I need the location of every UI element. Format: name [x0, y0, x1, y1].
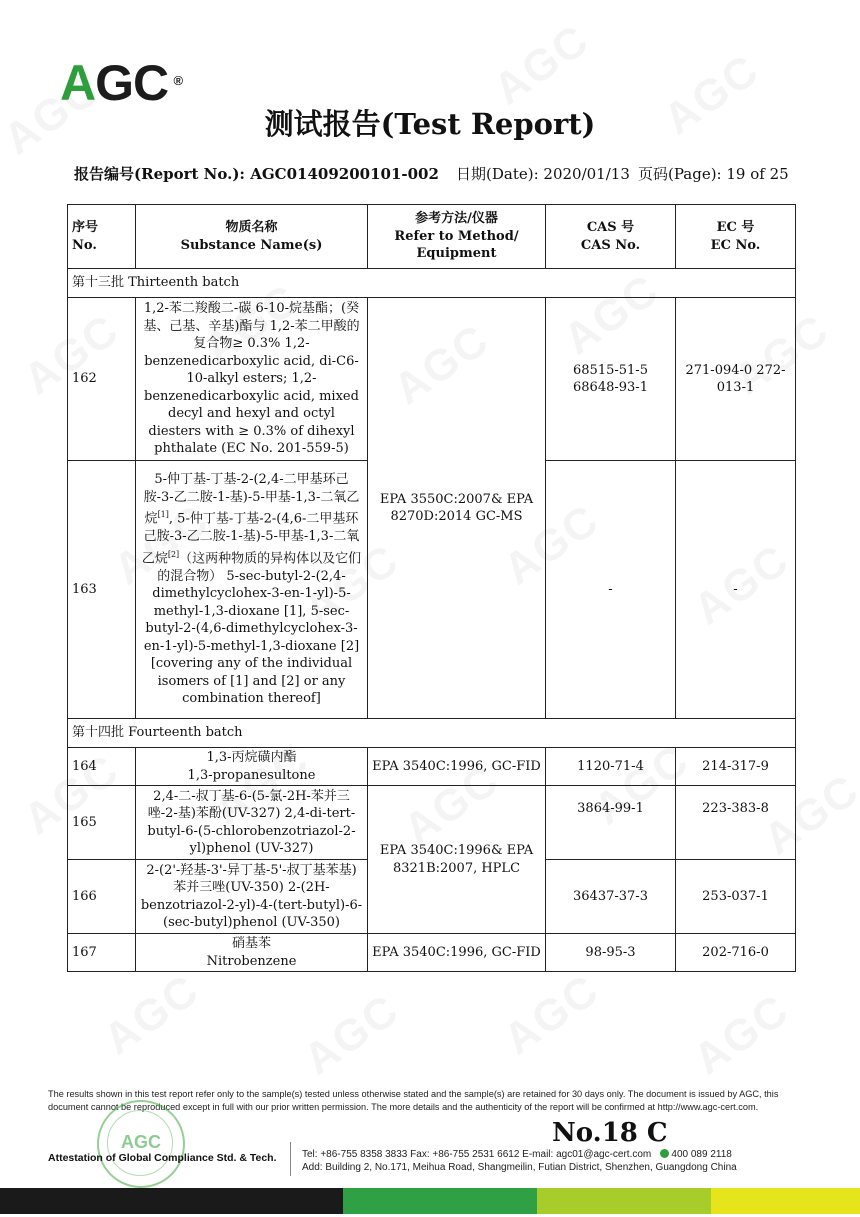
- watermark: [495, 965, 609, 1065]
- header-cas: CAS 号 CAS No.: [546, 205, 676, 269]
- footer-bar-yellow: [711, 1188, 860, 1214]
- attestation: Attestation of Global Compliance Std. & Tech.: [48, 1152, 277, 1164]
- page-title: 测试报告(Test Report): [264, 107, 596, 141]
- row-cas: 98-95-3: [546, 934, 676, 972]
- logo-letters-gc: GC: [95, 55, 169, 111]
- batch-label: 第十三批 Thirteenth batch: [68, 269, 796, 298]
- page-number: 19: [726, 165, 746, 183]
- row-no: 167: [68, 934, 136, 972]
- page-total: 25: [769, 165, 789, 183]
- registered-mark: ®: [173, 73, 183, 88]
- header-method: 参考方法/仪器 Refer to Method/ Equipment: [368, 205, 546, 269]
- row-cas: 68515-51-5 68648-93-1: [546, 298, 676, 461]
- row-ec: 253-037-1: [676, 860, 796, 934]
- date-value: 2020/01/13: [543, 165, 630, 183]
- table-row: [68, 298, 796, 461]
- substance-table: [67, 204, 796, 972]
- footer-divider: [290, 1142, 291, 1176]
- header-no: 序号 No.: [68, 205, 136, 269]
- batch-row: [68, 269, 796, 298]
- address-line: Add: Building 2, No.171, Meihua Road, Shangmeilin, Futian District, Shenzhen, Guangdong China: [302, 1162, 737, 1173]
- table-row: [68, 748, 796, 786]
- row-substance: 2,4-二-叔丁基-6-(5-氯-2H-苯并三唑-2-基)苯酚(UV-327) 2,4-di-tert-butyl-6-(5-chlorobenzotriazol-2-yl)phenol (UV-327): [136, 786, 368, 860]
- row-ec: 214-317-9: [676, 748, 796, 786]
- row-cas: 36437-37-3: [546, 860, 676, 934]
- table-row: [68, 934, 796, 972]
- watermark: [95, 965, 209, 1065]
- report-no-label: 报告编号(Report No.):: [74, 165, 251, 183]
- row-no: 162: [68, 298, 136, 461]
- row-cas: 1120-71-4: [546, 748, 676, 786]
- row-method: EPA 3540C:1996& EPA 8321B:2007, HPLC: [368, 786, 546, 934]
- hotline-number: 400 089 2118: [671, 1149, 732, 1160]
- contact-info: [302, 1148, 737, 1174]
- header-ec: EC 号 EC No.: [676, 205, 796, 269]
- row-substance: 1,2-苯二羧酸二-碳 6-10-烷基酯；(癸基、己基、辛基)酯与 1,2-苯二甲酸的复合物≥ 0.3% 1,2-benzenedicarboxylic acid, di-C6-10-alkyl esters; 1,2-benzenedicarboxylic acid, mixed decyl and hexyl and octyl diesters with ≥ 0.3% of dihexyl phthalate (EC No. 201-559-5): [136, 298, 368, 461]
- document-number: No.18 C: [552, 1118, 668, 1148]
- row-substance: 1,3-丙烷磺内酯 1,3-propanesultone: [136, 748, 368, 786]
- row-substance: 硝基苯 Nitrobenzene: [136, 934, 368, 972]
- row-cas: 3864-99-1: [546, 786, 676, 860]
- row-no: 165: [68, 786, 136, 860]
- row-no: 163: [68, 461, 136, 719]
- contact-line: [302, 1148, 737, 1161]
- page-of: of: [745, 165, 770, 183]
- footer-bar-dark: [0, 1188, 343, 1214]
- page-label: 页码(Page):: [638, 165, 727, 183]
- row-no: 166: [68, 860, 136, 934]
- row-substance: 2-(2'-羟基-3'-异丁基-5'-叔丁基苯基)苯并三唑(UV-350) 2-(2H-benzotriazol-2-yl)-4-(tert-butyl)-6-(sec-butyl)phenol (UV-350): [136, 860, 368, 934]
- row-ec: 202-716-0: [676, 934, 796, 972]
- row-substance: 5-仲丁基-丁基-2-(2,4-二甲基环己胺-3-乙二胺-1-基)-5-甲基-1,3-二氧乙烷[1], 5-仲丁基-丁基-2-(4,6-二甲基环己胺-3-乙二胺-1-基)-5-甲基-1,3-二氧乙烷[2]（这两种物质的异构体以及它们的混合物） 5-sec-butyl-2-(2,4-dimethylcyclohex-3-en-1-yl)-5-methyl-1,3-dioxane [1], 5-sec-butyl-2-(4,6-dimethylcyclohex-3-en-1-yl)-5-methyl-1,3-dioxane [2] [covering any of the individual isomers of [1] and [2] or any combination thereof]: [136, 461, 368, 719]
- row-method: EPA 3540C:1996, GC-FID: [368, 934, 546, 972]
- batch-label: 第十四批 Fourteenth batch: [68, 719, 796, 748]
- table-header-row: [68, 205, 796, 269]
- report-page: [638, 163, 838, 184]
- stamp-text: AGC: [121, 1132, 161, 1152]
- report-no: AGC01409200101-002: [250, 165, 439, 183]
- row-ec: 271-094-0 272-013-1: [676, 298, 796, 461]
- row-cas: -: [546, 461, 676, 719]
- report-meta: [74, 163, 789, 184]
- watermark: [485, 15, 599, 115]
- row-method: EPA 3540C:1996, GC-FID: [368, 748, 546, 786]
- logo-letter-a: A: [60, 55, 96, 111]
- contact-phone-email: Tel: +86-755 8358 3833 Fax: +86-755 2531 6612 E-mail: agc01@agc-cert.com: [302, 1149, 652, 1160]
- agc-stamp: [97, 1100, 185, 1188]
- row-no: 164: [68, 748, 136, 786]
- disclaimer: The results shown in this test report refer only to the sample(s) tested unless otherwise stated and the sample(s) are retained for 30 days only. The document is issued by AGC, this document cannot be reproduced except in full with our prior written permission. The more details and the authenticity of the report will be confirmed at http://www.agc-cert.com.: [48, 1089, 779, 1112]
- watermark: [685, 985, 799, 1085]
- phone-icon: [660, 1149, 669, 1158]
- row-ec: 223-383-8: [676, 786, 796, 860]
- date-label: 日期(Date):: [456, 165, 544, 183]
- report-date: [456, 163, 656, 184]
- watermark: [295, 985, 409, 1085]
- batch-row: [68, 719, 796, 748]
- header-substance: 物质名称 Substance Name(s): [136, 205, 368, 269]
- row-ec: -: [676, 461, 796, 719]
- agc-logo: [60, 55, 183, 111]
- row-method: EPA 3550C:2007& EPA 8270D:2014 GC-MS: [368, 298, 546, 719]
- footer-bar-green: [343, 1188, 537, 1214]
- table-row: [68, 786, 796, 860]
- footer-bar-lime: [537, 1188, 711, 1214]
